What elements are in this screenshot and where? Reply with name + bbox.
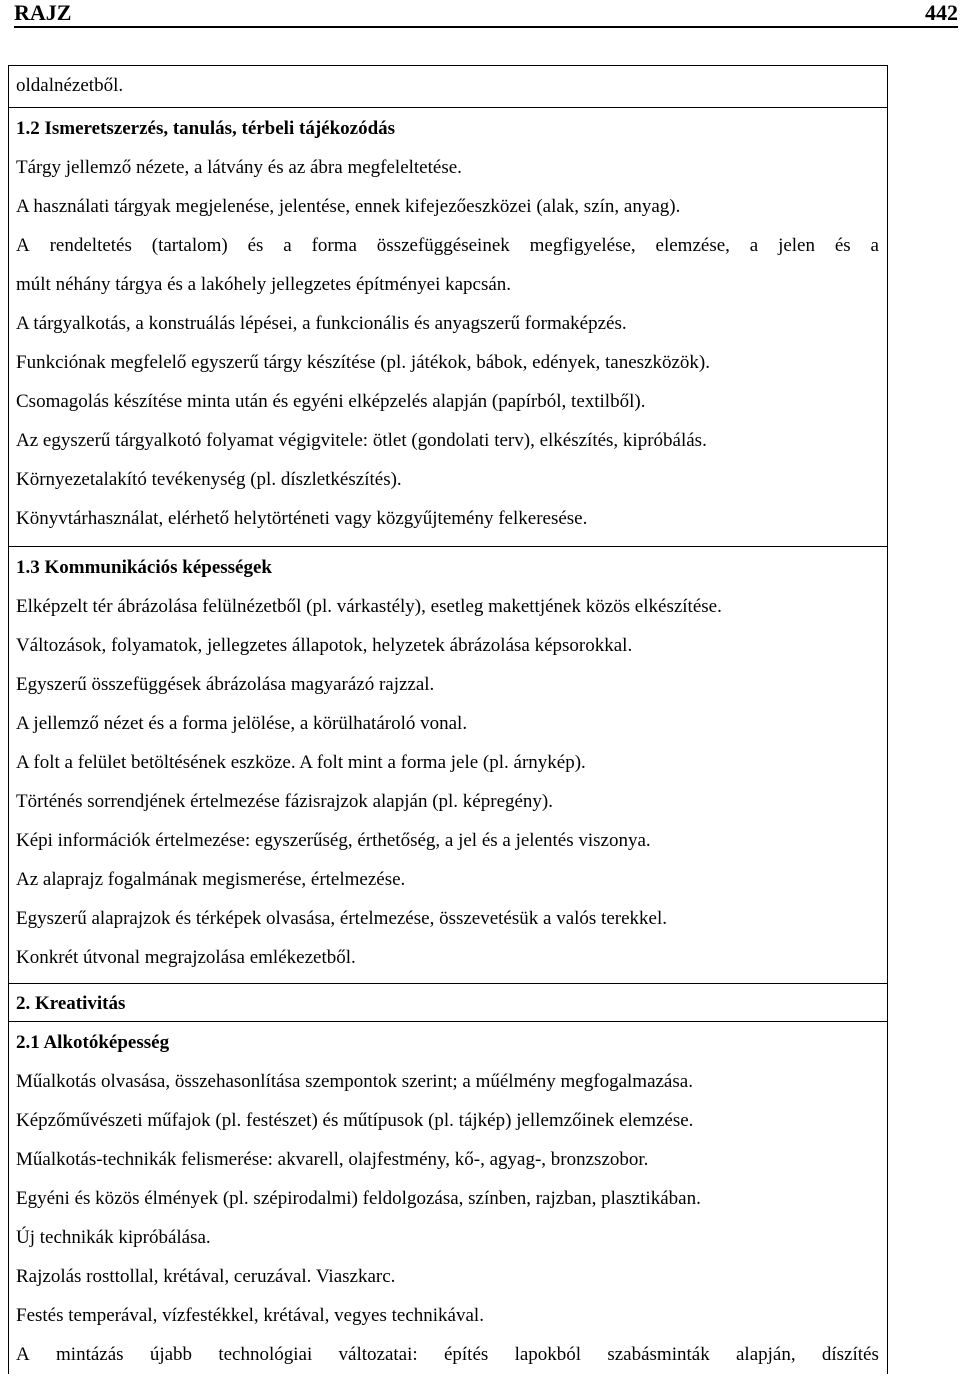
word: építés: [443, 1344, 489, 1365]
text-line: Változások, folyamatok, jellegzetes állapotok, helyzetek ábrázolása képsorokkal.: [16, 635, 633, 656]
text-line: Új technikák kipróbálása.: [16, 1227, 211, 1248]
page-number: 442: [925, 0, 958, 25]
text-line: Egyszerű összefüggések ábrázolása magyarázó rajzzal.: [16, 674, 435, 695]
section-heading: 2. Kreativitás: [16, 993, 126, 1014]
text-line: múlt néhány tárgya és a lakóhely jellegzetes építményei kapcsán.: [16, 274, 512, 295]
word: változatai:: [338, 1344, 418, 1365]
text-line: Festés temperával, vízfestékkel, krétával, vegyes technikával.: [16, 1305, 484, 1326]
text-line: Konkrét útvonal megrajzolása emlékezetből.: [16, 947, 356, 968]
text-line: oldalnézetből.: [16, 75, 124, 96]
text-line: Könyvtárhasználat, elérhető helytörténeti vagy közgyűjtemény felkeresése.: [16, 508, 588, 529]
word: a: [749, 235, 759, 256]
table-row: [9, 547, 887, 984]
word: újabb: [149, 1344, 193, 1365]
word: rendeltetés: [49, 235, 132, 256]
text-line: A tárgyalkotás, a konstruálás lépései, a funkcionális és anyagszerű formaképzés.: [16, 313, 627, 334]
text-line: Műalkotás-technikák felismerése: akvarell, olajfestmény, kő-, agyag-, bronzszobor.: [16, 1149, 649, 1170]
word: A: [16, 235, 30, 256]
table-row: [9, 984, 887, 1022]
text-line: A használati tárgyak megjelenése, jelentése, ennek kifejezőeszközei (alak, szín, anyag).: [16, 196, 681, 217]
text-line: Egyéni és közös élmények (pl. szépirodalmi) feldolgozása, színben, rajzban, plasztikában.: [16, 1188, 701, 1209]
text-line: Egyszerű alaprajzok és térképek olvasása, értelmezése, összevetésük a valós terekkel.: [16, 908, 667, 929]
word: mintázás: [56, 1344, 124, 1365]
text-line: Rajzolás rosttollal, krétával, ceruzával. Viaszkarc.: [16, 1266, 396, 1287]
text-line: Elképzelt tér ábrázolása felülnézetből (pl. várkastély), esetleg makettjének közös elkészítése.: [16, 596, 722, 617]
curriculum-table: [8, 65, 888, 1374]
text-line: A folt a felület betöltésének eszköze. A folt mint a forma jele (pl. árnykép).: [16, 752, 586, 773]
text-line: Képzőművészeti műfajok (pl. festészet) és műtípusok (pl. tájkép) jellemzőinek elemzése.: [16, 1110, 694, 1131]
page-header: [14, 0, 958, 28]
word: alapján,: [735, 1344, 796, 1365]
word: elemzése,: [655, 235, 730, 256]
text-line: Funkciónak megfelelő egyszerű tárgy készítése (pl. játékok, bábok, edények, taneszközök).: [16, 352, 710, 373]
word: technológiai: [218, 1344, 313, 1365]
word: a: [870, 235, 879, 256]
word: szabásminták: [607, 1344, 710, 1365]
text-line: Az alaprajz fogalmának megismerése, értelmezése.: [16, 869, 406, 890]
word: és: [247, 235, 264, 256]
table-row: [9, 108, 887, 547]
word: A: [16, 1344, 30, 1365]
text-line: Tárgy jellemző nézete, a látvány és az ábra megfeleltetése.: [16, 157, 462, 178]
text-line: Képi információk értelmezése: egyszerűség, érthetőség, a jel és a jelentés viszonya.: [16, 830, 651, 851]
table-row: [9, 66, 887, 108]
text-line-justified: [16, 226, 879, 265]
text-line: Csomagolás készítése minta után és egyéni elképzelés alapján (papírból, textilből).: [16, 391, 646, 412]
word: a: [283, 235, 292, 256]
section-heading: 1.3 Kommunikációs képességek: [16, 557, 272, 578]
word: jelen: [778, 235, 815, 256]
text-line: A jellemző nézet és a forma jelölése, a körülhatároló vonal.: [16, 713, 468, 734]
header-title: RAJZ: [14, 0, 72, 25]
text-line: Az egyszerű tárgyalkotó folyamat végigvitele: ötlet (gondolati terv), elkészítés, kipróbálás.: [16, 430, 707, 451]
word: díszítés: [821, 1344, 879, 1365]
text-line: Történés sorrendjének értelmezése fázisrajzok alapján (pl. képregény).: [16, 791, 554, 812]
section-heading: 1.2 Ismeretszerzés, tanulás, térbeli tájékozódás: [16, 118, 396, 139]
text-line-justified: [16, 1335, 879, 1374]
word: összefüggéseinek: [376, 235, 510, 256]
table-row: [9, 1022, 887, 1374]
section-heading: 2.1 Alkotóképesség: [16, 1032, 170, 1053]
word: lapokból: [514, 1344, 582, 1365]
text-line: Műalkotás olvasása, összehasonlítása szempontok szerint; a műélmény megfogalmazása.: [16, 1071, 693, 1092]
word: és: [834, 235, 851, 256]
word: megfigyelése,: [529, 235, 636, 256]
word: (tartalom): [151, 235, 228, 256]
text-line: Környezetalakító tevékenység (pl. díszletkészítés).: [16, 469, 402, 490]
word: forma: [311, 235, 357, 256]
